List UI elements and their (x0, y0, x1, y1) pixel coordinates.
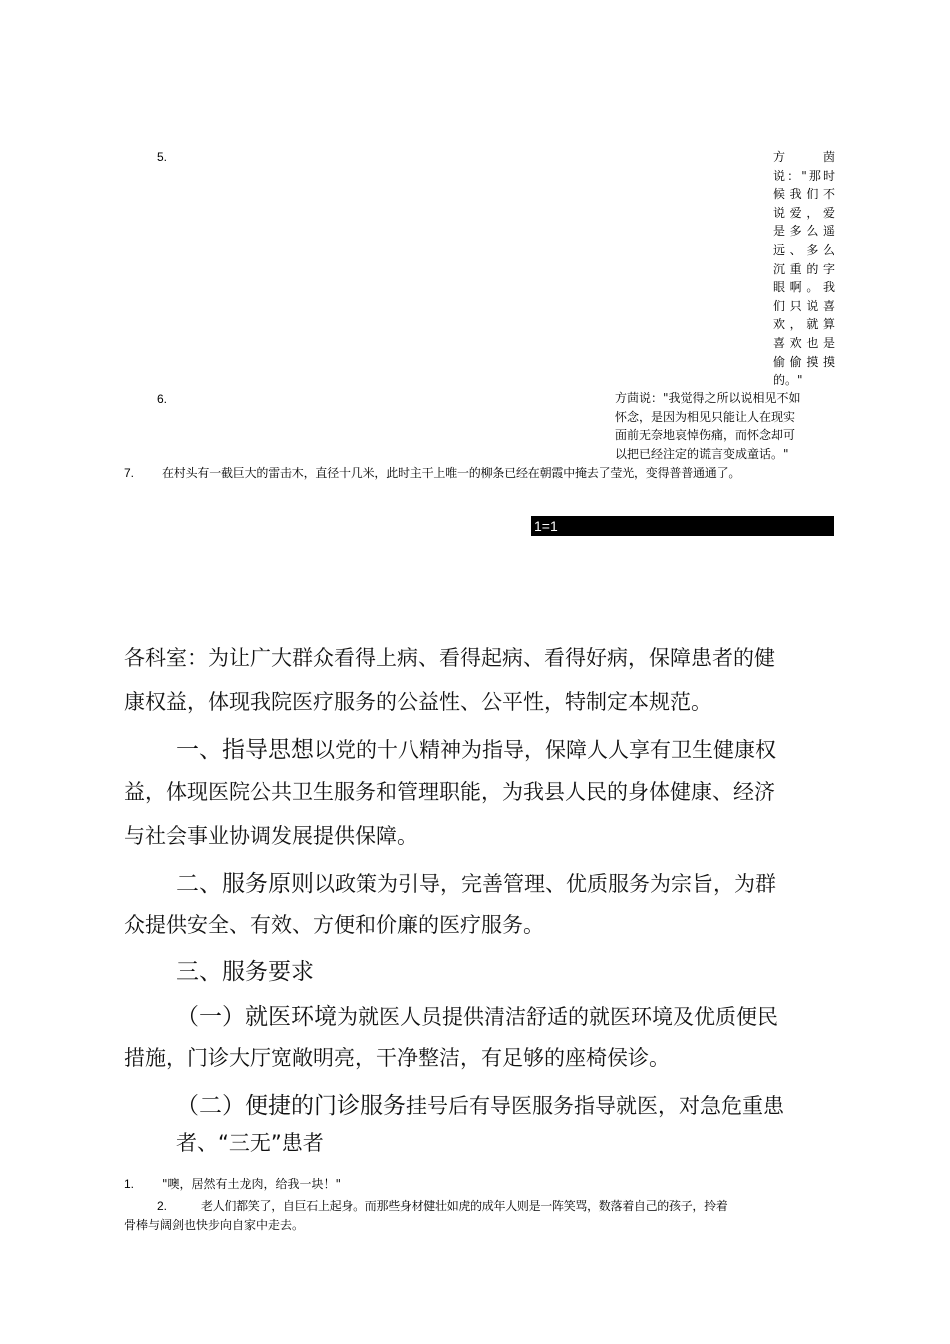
item-5-line: 欢，就算 (773, 317, 835, 332)
body-line: 措施，门诊大厅宽敞明亮，干净整洁，有足够的座椅侯诊。 (124, 1046, 670, 1070)
footnote-1-number: 1. (124, 1177, 135, 1191)
item-6-text (615, 389, 840, 463)
body-line: 益，体现医院公共卫生服务和管理职能，为我县人民的身体健康、经济 (124, 780, 775, 804)
item-5-line: 偷偷摸摸 (773, 354, 835, 369)
item-6-line: 以把已经注定的谎言变成童话。" (615, 446, 789, 461)
item-5-line: 说："那时 (773, 168, 835, 183)
footnote-2-line-1: 老人们都笑了，自巨石上起身。而那些身材健壮如虎的成年人则是一阵笑骂，数落着自己的孩子，拎着 (201, 1199, 728, 1213)
item-5-line: 们只说喜 (773, 298, 835, 313)
footnote-2-line-2: 骨棒与阔剑也快步向自家中走去。 (124, 1218, 305, 1232)
item-5-text (773, 148, 835, 390)
item-6-line: 怀念，是因为相见只能让人在现实 (615, 409, 796, 424)
item-7-number: 7. (124, 466, 135, 480)
section-3-heading: 三、服务要求 (176, 959, 314, 985)
section-1-heading: 一、指导思想 (176, 737, 314, 763)
body-line: 众提供安全、有效、方便和价廉的医疗服务。 (124, 913, 544, 937)
item-5-line: 候我们不 (773, 187, 835, 202)
section-3 (176, 953, 314, 986)
item-6-number: 6. (157, 392, 168, 406)
item-5-line: 说爱，爱 (773, 205, 835, 220)
body-line: 各科室：为让广大群众看得上病、看得起病、看得好病，保障患者的健 (124, 646, 775, 670)
item-5-line: 的。" (773, 373, 803, 388)
subsection-2-text: 挂号后有导医服务指导就医，对急危重患 (406, 1094, 784, 1118)
item-6-line: 面前无奈地哀悼伤痛，而怀念却可 (615, 428, 796, 443)
footnote-1-text: "噢，居然有土龙肉，给我一块！" (162, 1177, 342, 1191)
black-bar: 1=1 (531, 516, 834, 536)
item-5-line: 眼啊。我 (773, 280, 835, 295)
section-1 (176, 731, 776, 764)
item-6-line: 方茴说："我觉得之所以说相见不如 (615, 391, 801, 405)
subsection-2-heading: （二）便捷的门诊服务 (176, 1093, 406, 1119)
body-line: 与社会事业协调发展提供保障。 (124, 824, 418, 848)
item-5-line: 方 茵 (773, 150, 835, 164)
subsection-1 (176, 998, 778, 1031)
section-2 (176, 865, 776, 898)
subsection-1-text: 为就医人员提供清洁舒适的就医环境及优质便民 (337, 1005, 778, 1029)
body-line: 康权益，体现我院医疗服务的公益性、公平性，特制定本规范。 (124, 690, 712, 714)
section-1-text: 以党的十八精神为指导，保障人人享有卫生健康权 (314, 738, 776, 762)
section-2-heading: 二、服务原则 (176, 871, 314, 897)
subsection-1-heading: （一）就医环境 (176, 1004, 337, 1030)
item-5-number: 5. (157, 150, 168, 164)
item-5-line: 是多么遥 (773, 224, 835, 239)
subsection-2 (176, 1087, 784, 1120)
item-5-line: 远、多么 (773, 242, 835, 257)
body-line: 者、“三无”患者 (176, 1131, 324, 1155)
item-5-line: 喜欢也是 (773, 335, 835, 350)
item-7-text: 在村头有一截巨大的雷击木，直径十几米，此时主干上唯一的柳条已经在朝霞中掩去了莹光，变得普普通通了。 (162, 466, 741, 480)
section-2-text: 以政策为引导，完善管理、优质服务为宗旨，为群 (314, 872, 776, 896)
footnote-2-number: 2. (157, 1199, 168, 1213)
item-5-line: 沉重的字 (773, 261, 835, 276)
